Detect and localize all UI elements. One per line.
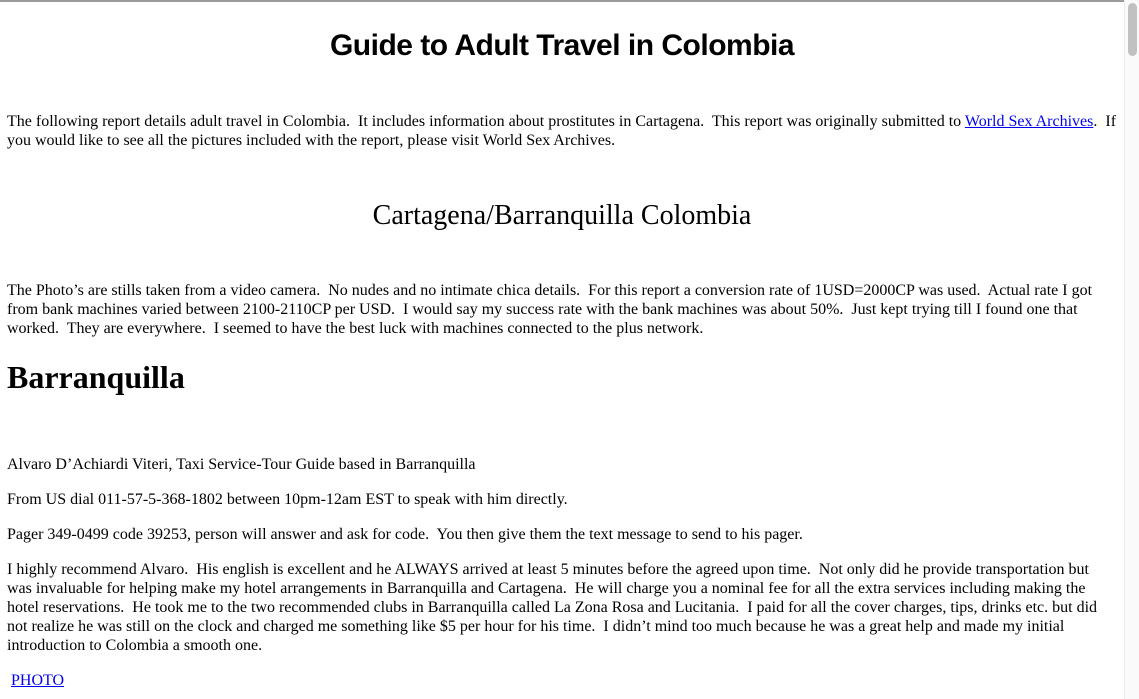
guide-pager-line: Pager 349-0499 code 39253, person will answer and ask for code. You then give them the text message to send to his pager. (7, 526, 803, 543)
city-heading-barranquilla: Barranquilla (7, 359, 185, 395)
vertical-scrollbar[interactable] (1124, 0, 1139, 699)
photo-link-row (7, 671, 1117, 690)
photo-link[interactable]: PHOTO (11, 672, 65, 689)
scrollbar-thumb[interactable] (1128, 3, 1137, 56)
intro-text-before: The following report details adult travel in Colombia. It includes information about prostitutes in Cartagena. This report was originally submitted to (7, 113, 965, 130)
world-sex-archives-link[interactable]: World Sex Archives (964, 113, 1094, 130)
page-title: Guide to Adult Travel in Colombia (329, 29, 795, 62)
photos-note-paragraph: The Photo’s are stills taken from a video camera. No nudes and no intimate chica details. For this report a conversion rate of 1USD=2000CP was used. Actual rate I got from bank machines varied between 2100-2110CP per USD. I would say my success rate with the bank machines was about 50%. Just kept trying till I found one that worked. They are everywhere. I seemed to have the best luck with machines connected to the plus network. (7, 282, 1097, 337)
guide-phone-line: From US dial 011-57-5-368-1802 between 10pm-12am EST to speak with him directly. (7, 491, 568, 508)
intro-text-after: . If you would like to see all the pictures included with the report, please visit World Sex Archives. (7, 113, 1121, 149)
section-heading-cartagena-barranquilla: Cartagena/Barranquilla Colombia (372, 200, 752, 231)
guide-recommendation-paragraph: I highly recommend Alvaro. His english is excellent and he ALWAYS arrived at least 5 minutes before the agreed upon time. Not only did he provide transportation but was invaluable for helping make my hotel arrangements in Barranquilla and Cartagena. He will charge you a nominal fee for all the extra services including making the hotel reservations. He took me to the two recommended clubs in Barranquilla called La Zona Rosa and Lucitania. I paid for all the cover charges, tips, drinks etc. but did not realize he was still on the clock and charged me something like $5 per hour for his time. I didn’t mind too much because he was a great help and made my initial introduction to Colombia a smooth one. (7, 561, 1102, 654)
intro-paragraph (7, 112, 1121, 150)
guide-intro-line: Alvaro D’Achiardi Viteri, Taxi Service-Tour Guide based in Barranquilla (7, 456, 476, 473)
